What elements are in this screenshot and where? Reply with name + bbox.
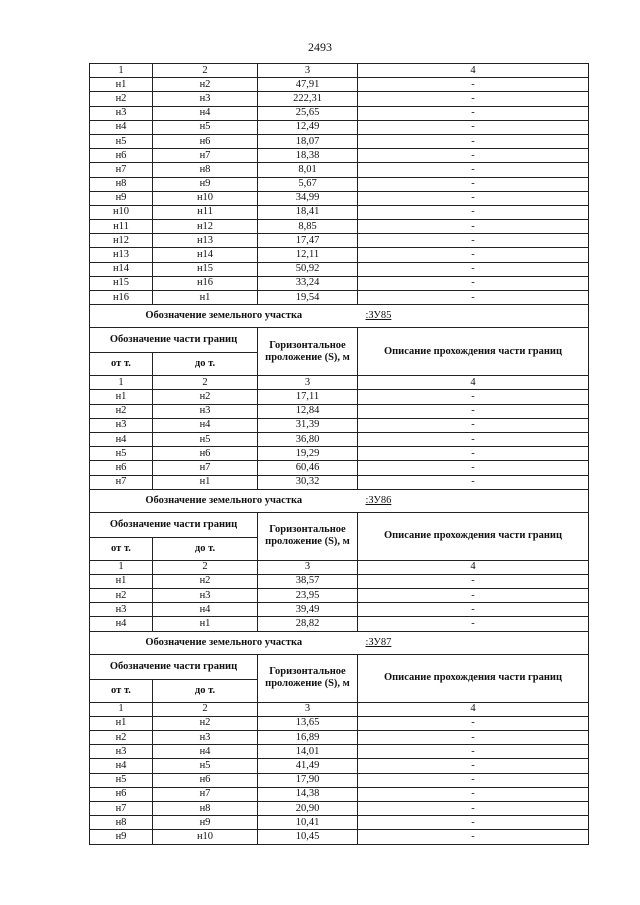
to-point-cell: н3 <box>153 92 258 106</box>
table-row <box>90 759 589 773</box>
from-point-cell: н3 <box>90 418 153 432</box>
to-point-header: до т. <box>153 353 258 376</box>
column-number-cell: 3 <box>258 560 358 574</box>
distance-cell: 10,45 <box>258 830 358 844</box>
description-cell: - <box>358 262 589 276</box>
distance-cell: 18,41 <box>258 205 358 219</box>
description-cell: - <box>358 92 589 106</box>
from-point-cell: н1 <box>90 78 153 92</box>
description-cell: - <box>358 234 589 248</box>
column-number-cell: 1 <box>90 560 153 574</box>
table-row <box>90 830 589 844</box>
table-row <box>90 234 589 248</box>
description-header: Описание прохождения части границ <box>358 654 589 702</box>
table-row <box>90 163 589 177</box>
from-point-cell: н1 <box>90 574 153 588</box>
from-point-cell: н6 <box>90 787 153 801</box>
from-point-cell: н9 <box>90 830 153 844</box>
distance-cell: 33,24 <box>258 276 358 290</box>
description-header: Описание прохождения части границ <box>358 328 589 376</box>
distance-cell: 20,90 <box>258 801 358 815</box>
from-point-cell: н3 <box>90 603 153 617</box>
description-cell: - <box>358 276 589 290</box>
header-row <box>90 512 589 537</box>
column-number-cell: 2 <box>153 64 258 78</box>
parcel-title-row <box>90 489 589 512</box>
from-point-cell: н7 <box>90 163 153 177</box>
column-number-cell: 3 <box>258 376 358 390</box>
boundary-table-body <box>90 64 589 845</box>
description-cell: - <box>358 773 589 787</box>
distance-cell: 19,29 <box>258 447 358 461</box>
description-cell: - <box>358 461 589 475</box>
to-point-cell: н4 <box>153 418 258 432</box>
from-point-cell: н3 <box>90 745 153 759</box>
to-point-cell: н4 <box>153 106 258 120</box>
to-point-cell: н14 <box>153 248 258 262</box>
distance-cell: 50,92 <box>258 262 358 276</box>
to-point-cell: н5 <box>153 432 258 446</box>
table-row <box>90 801 589 815</box>
description-cell: - <box>358 163 589 177</box>
to-point-cell: н8 <box>153 163 258 177</box>
column-number-row <box>90 376 589 390</box>
from-point-cell: н4 <box>90 120 153 134</box>
parcel-code: :ЗУ87 <box>358 631 589 654</box>
table-row <box>90 92 589 106</box>
table-row <box>90 617 589 631</box>
from-point-header: от т. <box>90 353 153 376</box>
boundary-parts-header: Обозначение части границ <box>90 512 258 537</box>
description-cell: - <box>358 248 589 262</box>
table-row <box>90 716 589 730</box>
to-point-cell: н13 <box>153 234 258 248</box>
to-point-cell: н10 <box>153 830 258 844</box>
distance-cell: 17,11 <box>258 390 358 404</box>
from-point-header: от т. <box>90 537 153 560</box>
distance-cell: 13,65 <box>258 716 358 730</box>
to-point-cell: н1 <box>153 617 258 631</box>
from-point-cell: н15 <box>90 276 153 290</box>
to-point-cell: н7 <box>153 461 258 475</box>
distance-cell: 31,39 <box>258 418 358 432</box>
table-row <box>90 291 589 305</box>
boundary-parts-header: Обозначение части границ <box>90 654 258 679</box>
from-point-cell: н7 <box>90 475 153 489</box>
distance-cell: 8,01 <box>258 163 358 177</box>
distance-cell: 18,38 <box>258 149 358 163</box>
distance-cell: 28,82 <box>258 617 358 631</box>
from-point-cell: н1 <box>90 390 153 404</box>
distance-cell: 222,31 <box>258 92 358 106</box>
from-point-cell: н14 <box>90 262 153 276</box>
from-point-cell: н4 <box>90 432 153 446</box>
distance-cell: 39,49 <box>258 603 358 617</box>
description-cell: - <box>358 603 589 617</box>
column-number-cell: 2 <box>153 560 258 574</box>
table-row <box>90 461 589 475</box>
description-cell: - <box>358 78 589 92</box>
column-number-cell: 3 <box>258 702 358 716</box>
table-row <box>90 447 589 461</box>
from-point-cell: н9 <box>90 191 153 205</box>
to-point-cell: н4 <box>153 745 258 759</box>
distance-cell: 25,65 <box>258 106 358 120</box>
to-point-cell: н2 <box>153 574 258 588</box>
horizontal-distance-header: Горизонтальное проложение (S), м <box>258 328 358 376</box>
header-row <box>90 654 589 679</box>
table-row <box>90 134 589 148</box>
to-point-cell: н9 <box>153 816 258 830</box>
column-number-cell: 1 <box>90 702 153 716</box>
to-point-cell: н15 <box>153 262 258 276</box>
distance-cell: 23,95 <box>258 589 358 603</box>
description-header: Описание прохождения части границ <box>358 512 589 560</box>
distance-cell: 14,38 <box>258 787 358 801</box>
column-number-cell: 2 <box>153 702 258 716</box>
to-point-cell: н4 <box>153 603 258 617</box>
to-point-cell: н10 <box>153 191 258 205</box>
from-point-cell: н16 <box>90 291 153 305</box>
table-row <box>90 589 589 603</box>
from-point-header: от т. <box>90 679 153 702</box>
description-cell: - <box>358 759 589 773</box>
to-point-header: до т. <box>153 679 258 702</box>
table-row <box>90 418 589 432</box>
column-number-row <box>90 702 589 716</box>
table-row <box>90 816 589 830</box>
table-row <box>90 475 589 489</box>
to-point-cell: н3 <box>153 589 258 603</box>
to-point-header: до т. <box>153 537 258 560</box>
description-cell: - <box>358 191 589 205</box>
table-row <box>90 220 589 234</box>
distance-cell: 30,32 <box>258 475 358 489</box>
to-point-cell: н2 <box>153 78 258 92</box>
to-point-cell: н16 <box>153 276 258 290</box>
description-cell: - <box>358 205 589 219</box>
from-point-cell: н12 <box>90 234 153 248</box>
table-row <box>90 390 589 404</box>
table-row <box>90 276 589 290</box>
distance-cell: 47,91 <box>258 78 358 92</box>
description-cell: - <box>358 801 589 815</box>
description-cell: - <box>358 404 589 418</box>
header-row <box>90 328 589 353</box>
table-row <box>90 106 589 120</box>
distance-cell: 41,49 <box>258 759 358 773</box>
column-number-cell: 4 <box>358 702 589 716</box>
table-row <box>90 205 589 219</box>
table-row <box>90 404 589 418</box>
to-point-cell: н9 <box>153 177 258 191</box>
distance-cell: 17,90 <box>258 773 358 787</box>
distance-cell: 14,01 <box>258 745 358 759</box>
from-point-cell: н2 <box>90 92 153 106</box>
distance-cell: 12,11 <box>258 248 358 262</box>
parcel-label: Обозначение земельного участка <box>90 305 358 328</box>
description-cell: - <box>358 291 589 305</box>
from-point-cell: н4 <box>90 759 153 773</box>
description-cell: - <box>358 447 589 461</box>
column-number-row <box>90 64 589 78</box>
distance-cell: 8,85 <box>258 220 358 234</box>
distance-cell: 38,57 <box>258 574 358 588</box>
parcel-label: Обозначение земельного участка <box>90 631 358 654</box>
from-point-cell: н8 <box>90 816 153 830</box>
distance-cell: 10,41 <box>258 816 358 830</box>
from-point-cell: н10 <box>90 205 153 219</box>
from-point-cell: н5 <box>90 134 153 148</box>
boundary-table <box>89 63 589 845</box>
table-row <box>90 432 589 446</box>
from-point-cell: н7 <box>90 801 153 815</box>
column-number-cell: 4 <box>358 376 589 390</box>
table-row <box>90 603 589 617</box>
to-point-cell: н5 <box>153 759 258 773</box>
from-point-cell: н3 <box>90 106 153 120</box>
to-point-cell: н5 <box>153 120 258 134</box>
page-number: 2493 <box>308 40 332 54</box>
parcel-code: :ЗУ85 <box>358 305 589 328</box>
parcel-label: Обозначение земельного участка <box>90 489 358 512</box>
distance-cell: 16,89 <box>258 731 358 745</box>
column-number-cell: 4 <box>358 560 589 574</box>
to-point-cell: н2 <box>153 390 258 404</box>
table-row <box>90 78 589 92</box>
from-point-cell: н2 <box>90 404 153 418</box>
description-cell: - <box>358 475 589 489</box>
distance-cell: 12,49 <box>258 120 358 134</box>
table-row <box>90 745 589 759</box>
boundary-parts-header: Обозначение части границ <box>90 328 258 353</box>
description-cell: - <box>358 134 589 148</box>
boundary-table-document <box>89 63 588 845</box>
horizontal-distance-header: Горизонтальное проложение (S), м <box>258 654 358 702</box>
description-cell: - <box>358 731 589 745</box>
from-point-cell: н11 <box>90 220 153 234</box>
table-row <box>90 191 589 205</box>
description-cell: - <box>358 716 589 730</box>
table-row <box>90 120 589 134</box>
distance-cell: 36,80 <box>258 432 358 446</box>
to-point-cell: н1 <box>153 475 258 489</box>
description-cell: - <box>358 745 589 759</box>
description-cell: - <box>358 106 589 120</box>
parcel-code: :ЗУ86 <box>358 489 589 512</box>
parcel-title-row <box>90 631 589 654</box>
column-number-cell: 1 <box>90 376 153 390</box>
description-cell: - <box>358 816 589 830</box>
to-point-cell: н1 <box>153 291 258 305</box>
table-row <box>90 574 589 588</box>
table-row <box>90 248 589 262</box>
parcel-title-row <box>90 305 589 328</box>
table-row <box>90 773 589 787</box>
table-row <box>90 149 589 163</box>
description-cell: - <box>358 617 589 631</box>
description-cell: - <box>358 787 589 801</box>
from-point-cell: н5 <box>90 773 153 787</box>
column-number-cell: 3 <box>258 64 358 78</box>
table-row <box>90 262 589 276</box>
horizontal-distance-header: Горизонтальное проложение (S), м <box>258 512 358 560</box>
from-point-cell: н2 <box>90 589 153 603</box>
table-row <box>90 787 589 801</box>
to-point-cell: н2 <box>153 716 258 730</box>
to-point-cell: н3 <box>153 404 258 418</box>
table-row <box>90 177 589 191</box>
description-cell: - <box>358 830 589 844</box>
distance-cell: 34,99 <box>258 191 358 205</box>
to-point-cell: н11 <box>153 205 258 219</box>
description-cell: - <box>358 418 589 432</box>
distance-cell: 60,46 <box>258 461 358 475</box>
table-row <box>90 731 589 745</box>
description-cell: - <box>358 432 589 446</box>
description-cell: - <box>358 120 589 134</box>
from-point-cell: н4 <box>90 617 153 631</box>
distance-cell: 18,07 <box>258 134 358 148</box>
from-point-cell: н13 <box>90 248 153 262</box>
to-point-cell: н7 <box>153 787 258 801</box>
column-number-cell: 4 <box>358 64 589 78</box>
distance-cell: 19,54 <box>258 291 358 305</box>
from-point-cell: н2 <box>90 731 153 745</box>
to-point-cell: н6 <box>153 773 258 787</box>
to-point-cell: н8 <box>153 801 258 815</box>
distance-cell: 12,84 <box>258 404 358 418</box>
to-point-cell: н3 <box>153 731 258 745</box>
from-point-cell: н1 <box>90 716 153 730</box>
column-number-cell: 2 <box>153 376 258 390</box>
description-cell: - <box>358 220 589 234</box>
column-number-cell: 1 <box>90 64 153 78</box>
from-point-cell: н6 <box>90 149 153 163</box>
to-point-cell: н6 <box>153 134 258 148</box>
from-point-cell: н5 <box>90 447 153 461</box>
description-cell: - <box>358 390 589 404</box>
description-cell: - <box>358 574 589 588</box>
from-point-cell: н8 <box>90 177 153 191</box>
description-cell: - <box>358 589 589 603</box>
to-point-cell: н7 <box>153 149 258 163</box>
description-cell: - <box>358 149 589 163</box>
distance-cell: 17,47 <box>258 234 358 248</box>
column-number-row <box>90 560 589 574</box>
from-point-cell: н6 <box>90 461 153 475</box>
to-point-cell: н6 <box>153 447 258 461</box>
description-cell: - <box>358 177 589 191</box>
to-point-cell: н12 <box>153 220 258 234</box>
distance-cell: 5,67 <box>258 177 358 191</box>
